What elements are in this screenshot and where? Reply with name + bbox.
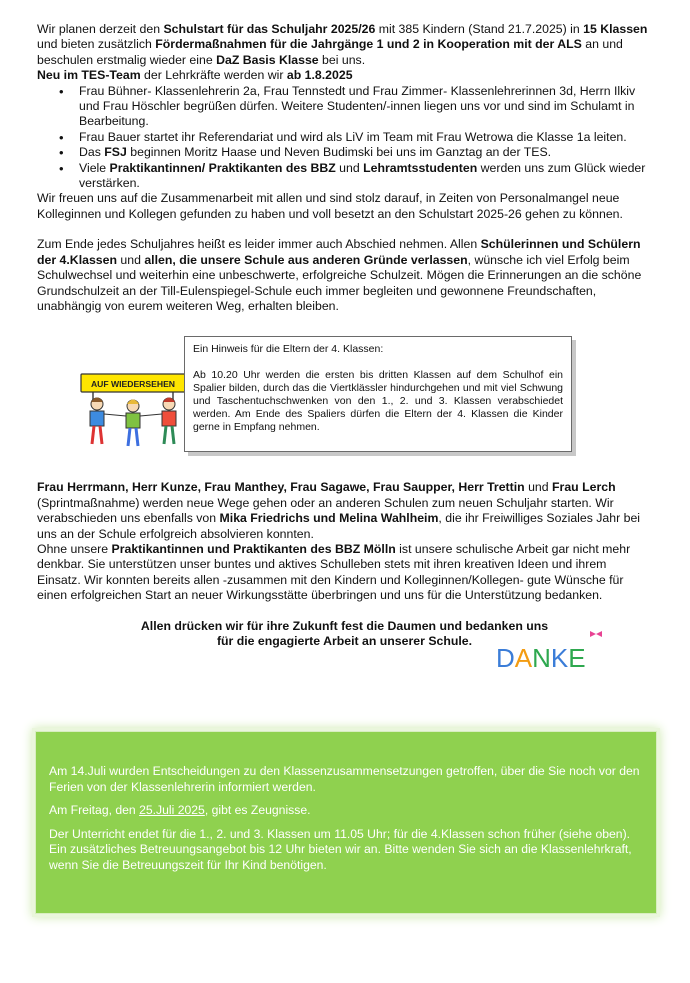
list-item: • Frau Bühner- Klassenlehrerin 2a, Frau Tennstedt und Frau Zimmer- Klassenlehrerinnen 3d, Herrn Ilkiv und Frau Höschler begrüßen dürfen. Weitere Studenten/-innen liegen uns vor und sind im Schulamt in Bearbeitung. bbox=[79, 84, 652, 130]
list-item bbox=[79, 145, 652, 160]
list-item bbox=[79, 161, 652, 192]
farewell-bold-2: allen, die unsere Schule aus anderen Gründe verlassen bbox=[144, 252, 468, 267]
newsletter-page bbox=[37, 22, 652, 673]
item3-bold: FSJ bbox=[104, 145, 127, 160]
danke-logo bbox=[494, 627, 604, 673]
notice-text: Ab 10.20 Uhr werden die ersten bis dritten Klassen auf dem Schulhof ein Spalier bilden, durch das die Viertklässler hindurchgehen und mit viel Schwung und Taschentuchschwenken von den 1., 2. und 3. Klassen verabschiedet werden. Am Ende des Spaliers dürfen die Eltern der 4. Klassen die Kinder gerne in Empfang nehmen. bbox=[193, 369, 563, 434]
item4-text-a: Viele bbox=[79, 160, 110, 175]
notice-title: Ein Hinweis für die Eltern der 4. Klassen: bbox=[193, 343, 384, 356]
intro-bold-4: DaZ Basis Klasse bbox=[216, 52, 319, 67]
report-card-date: 25.Juli 2025 bbox=[139, 803, 205, 818]
item4-text-c: und bbox=[335, 160, 364, 175]
interns-bold-1: Praktikantinnen und Praktikanten des BBZ Mölln bbox=[111, 541, 396, 556]
info-paragraph-1: Am 14.Juli wurden Entscheidungen zu den Klassenzusammensetzungen getroffen, über die Sie noch vor den Ferien von der Klassenlehrerin informiert werden. bbox=[49, 764, 640, 794]
info-paragraph-3: Der Unterricht endet für die 1., 2. und 3. Klassen um 11.05 Uhr; für die 4.Klassen schon früher (siehe oben). Ein zusätzliches Betreuungsangebot bis 12 Uhr bieten wir an. Bitte wenden Sie sich an die Klassenlehrkraft, wenn Sie die Betreuungszeit für Ihr Kind benötigen. bbox=[49, 826, 632, 872]
farewell-text-2: und bbox=[116, 252, 145, 267]
intro-bold-1: Schulstart für das Schuljahr 2025/26 bbox=[163, 22, 376, 36]
info-box bbox=[35, 731, 657, 914]
intro-bold-2: 15 Klassen bbox=[583, 22, 648, 36]
team-bold-2: ab 1.8.2025 bbox=[286, 68, 353, 83]
staff-text-3: , die ihr Freiwilliges Soziales Jahr bei uns an der Schule erfolgreich absolvieren konnten. bbox=[37, 511, 641, 541]
staff-paragraph bbox=[37, 480, 652, 542]
team-bold-1: Neu im TES-Team bbox=[37, 68, 141, 83]
item4-bold-b: Praktikantinnen/ Praktikanten des BBZ bbox=[109, 160, 336, 175]
info-p2-text-a: Am Freitag, den bbox=[49, 803, 140, 818]
staff-text-1: und bbox=[524, 480, 553, 495]
intro-text-5: bei uns. bbox=[318, 52, 366, 67]
farewell-bold-1: Schülerinnen und Schülern der 4.Klassen bbox=[37, 237, 641, 267]
interns-text-1: Ohne unsere bbox=[37, 541, 112, 556]
intro-bold-3: Fördermaßnahmen für die Jahrgänge 1 und 2 in Kooperation mit der ALS bbox=[155, 37, 582, 52]
staff-bold-3: Mika Friedrichs und Melina Wahlheim bbox=[219, 511, 439, 526]
parents-notice-box bbox=[184, 336, 572, 452]
intro-text-3: und bieten zusätzlich bbox=[37, 37, 156, 52]
farewell-text-3: , wünsche ich viel Erfolg beim Schulwechsel und weiterhin eine unbeschwerte, erfolgreiche Schulzeit. Mögen die Erinnerungen an die schöne Grundschulzeit an der Till-Eulenspiegel-Schule euch immer begleiten und gewonnene Freundschaften, unabhängig von eurem weiteren Weg, erhalten bleiben. bbox=[37, 252, 642, 313]
farewell-text-1: Zum Ende jedes Schuljahres heißt es leider immer auch Abschied nehmen. Allen bbox=[37, 237, 481, 252]
intro-text-2: mit 385 Kindern (Stand 21.7.2025) in bbox=[375, 22, 584, 36]
team-heading bbox=[37, 68, 652, 83]
intro-text-1: Wir planen derzeit den bbox=[37, 22, 164, 36]
closing-line-1: Allen drücken wir für ihre Zukunft fest die Daumen und bedanken uns bbox=[140, 618, 549, 633]
list-item: • Frau Bauer startet ihr Referendariat und wird als LiV im Team mit Frau Wetrowa die Klasse 1a leiten. bbox=[79, 130, 652, 145]
item4-bold-d: Lehramtsstudenten bbox=[363, 160, 478, 175]
info-p2-text-b: , gibt es Zeugnisse. bbox=[204, 803, 311, 818]
farewell-paragraph bbox=[37, 237, 652, 314]
new-team-list bbox=[37, 84, 652, 192]
staff-text-2: (Sprintmaßnahme) werden neue Wege gehen oder an anderen Schulen zum neuen Schuljahr starten. Wir verabschieden uns ebenfalls von bbox=[37, 495, 614, 526]
intro-paragraph bbox=[37, 22, 652, 68]
staff-bold-1: Frau Herrmann, Herr Kunze, Frau Manthey, Frau Sagawe, Frau Saupper, Herr Trettin bbox=[37, 480, 525, 495]
item3-text-c: beginnen Moritz Haase und Neven Budimski bei uns im Ganztag an der TES. bbox=[126, 145, 552, 160]
staff-bold-2: Frau Lerch bbox=[552, 480, 616, 495]
info-paragraph-2 bbox=[49, 803, 642, 819]
intro-text-4: an und beschulen erstmalig wieder eine bbox=[37, 37, 623, 67]
closing-line-2: für die engagierte Arbeit an unserer Schule. bbox=[216, 633, 473, 648]
banner-text: AUF WIEDERSEHEN bbox=[90, 379, 176, 390]
svg-text:DANKE: DANKE bbox=[496, 642, 586, 673]
thanks-paragraph: Wir freuen uns auf die Zusammenarbeit mit allen und sind stolz darauf, in Zeiten von Personalmangel neue Kolleginnen und Kollegen gefunden zu haben und voll besetzt an den Schulstart 2025-26 gehen zu können. bbox=[37, 191, 623, 221]
interns-text-2: ist unsere schulische Arbeit gar nicht mehr denkbar. Sie unterstützen unser buntes und aktives Schulleben stets mit ihren kreativen Ideen und ihrem Einsatz. Wir konnten bereits allen -zusammen mit den Kindern und Kolleginnen/Kollegen- gute Wünsche für einen erfolgreichen Start an neuer Wirkungsstätte überbringen und uns für die Unterstützung bedanken. bbox=[37, 541, 631, 603]
team-text-1: der Lehrkräfte werden wir bbox=[140, 68, 287, 83]
interns-paragraph bbox=[37, 542, 652, 604]
item3-text-a: Das bbox=[79, 145, 105, 160]
closing-statement bbox=[37, 618, 652, 673]
notice-section bbox=[37, 328, 652, 480]
item4-text-e: werden uns zum Glück wieder verstärken. bbox=[79, 160, 646, 191]
farewell-banner-illustration bbox=[79, 366, 187, 456]
